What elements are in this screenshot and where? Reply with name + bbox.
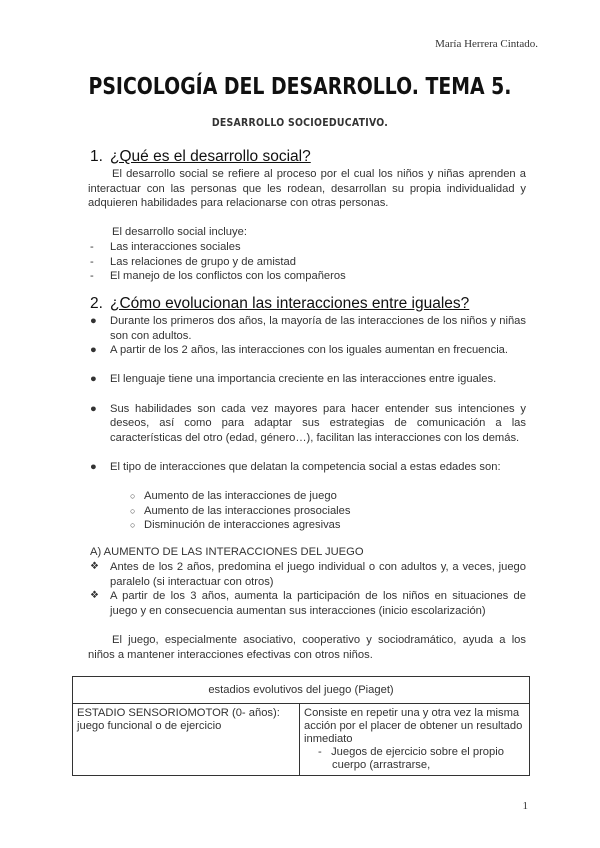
list-item: - El manejo de los conflictos con los compañeros [90, 270, 346, 283]
bullet-marker: ● [90, 461, 97, 473]
list-item: - Las interacciones sociales [90, 241, 241, 253]
list-item: ● El tipo de interacciones que delatan la competencia social a estas edades son: [90, 461, 501, 473]
list-item: ● Sus habilidades son cada vez mayores para hacer entender sus intenciones y deseos, así como para adaptar sus estrategias de comunicación a las características del otro (edad, género…), facilitan las interacciones con los demás. [90, 402, 526, 444]
section-2-title: ¿Cómo evolucionan las interacciones entre iguales? [110, 295, 470, 312]
table-cell-description [300, 704, 530, 776]
list-item: ● El lenguaje tiene una importancia creciente en las interacciones entre iguales. [90, 373, 497, 386]
page-number: 1 [522, 800, 528, 812]
list-item: ❖ A partir de los 3 años, aumenta la participación de los niños en situaciones de juego y en consecuencia aumentan sus interacciones (inicio escolarización) [90, 590, 526, 617]
bullet-marker: ● [90, 344, 97, 357]
bullet-marker: ● [90, 373, 97, 386]
diamond-marker: ❖ [90, 590, 99, 602]
section-1-heading [90, 148, 311, 166]
table-cell-text: Consiste en repetir una y otra vez la misma acción por el placer de obtener un resultado inmediato [304, 707, 523, 745]
section-1-includes-intro: El desarrollo social incluye: [112, 226, 247, 238]
list-item: ❖ Antes de los 2 años, predomina el juego individual o con adultos y, a veces, juego paralelo (si interactuar con otros) [90, 561, 526, 588]
circle-marker: ○ [130, 491, 136, 501]
section-2-number: 2. [90, 295, 103, 312]
sub-list-item: ○ Aumento de las interacciones de juego [130, 490, 337, 502]
section-1-paragraph: El desarrollo social se refiere al proceso por el cual los niños y niñas aprenden a interactuar con las personas que les rodean, desarrollan su propia individualidad y adquieren habilidades para relacionarse con otras personas. [88, 168, 526, 210]
section-1-title: ¿Qué es el desarrollo social? [110, 148, 311, 165]
document-title: PSICOLOGÍA DEL DESARROLLO. TEMA 5. [88, 74, 512, 100]
dash-marker: - [318, 746, 322, 758]
table-header: estadios evolutivos del juego (Piaget) [73, 677, 530, 704]
piaget-stages-table [72, 676, 530, 776]
diamond-marker: ❖ [90, 561, 99, 572]
dash-marker: - [90, 241, 94, 253]
dash-marker: - [90, 255, 94, 268]
list-item: - Las relaciones de grupo y de amistad [90, 255, 296, 268]
bullet-marker: ● [90, 402, 97, 415]
sub-list-item: ○ Disminución de interacciones agresivas [130, 519, 341, 532]
table-row [73, 704, 530, 776]
document-subtitle: DESARROLLO SOCIOEDUCATIVO. [211, 116, 389, 129]
circle-marker: ○ [130, 520, 136, 531]
section-a-paragraph: El juego, especialmente asociativo, cooperativo y sociodramático, ayuda a los niños a mantener interacciones efectivas con otros niños. [88, 634, 526, 661]
list-item: ● Durante los primeros dos años, la mayoría de las interacciones de los niños y niñas son con adultos. [90, 315, 526, 342]
table-cell-stage: ESTADIO SENSORIOMOTOR (0- años): juego funcional o de ejercicio [73, 704, 300, 776]
author-name: María Herrera Cintado. [435, 38, 538, 50]
table-sub-item: - Juegos de ejercicio sobre el propio cuerpo (arrastrarse, [318, 746, 504, 771]
bullet-marker: ● [90, 315, 97, 327]
section-a-heading: A) AUMENTO DE LAS INTERACCIONES DEL JUEGO [90, 546, 364, 558]
circle-marker: ○ [130, 505, 136, 516]
section-2-heading [90, 295, 469, 313]
sub-list-item: ○ Aumento de las interacciones prosociales [130, 504, 351, 517]
dash-marker: - [90, 270, 94, 283]
section-1-number: 1. [90, 148, 103, 165]
list-item: ● A partir de los 2 años, las interacciones con los iguales aumentan en frecuencia. [90, 344, 509, 357]
